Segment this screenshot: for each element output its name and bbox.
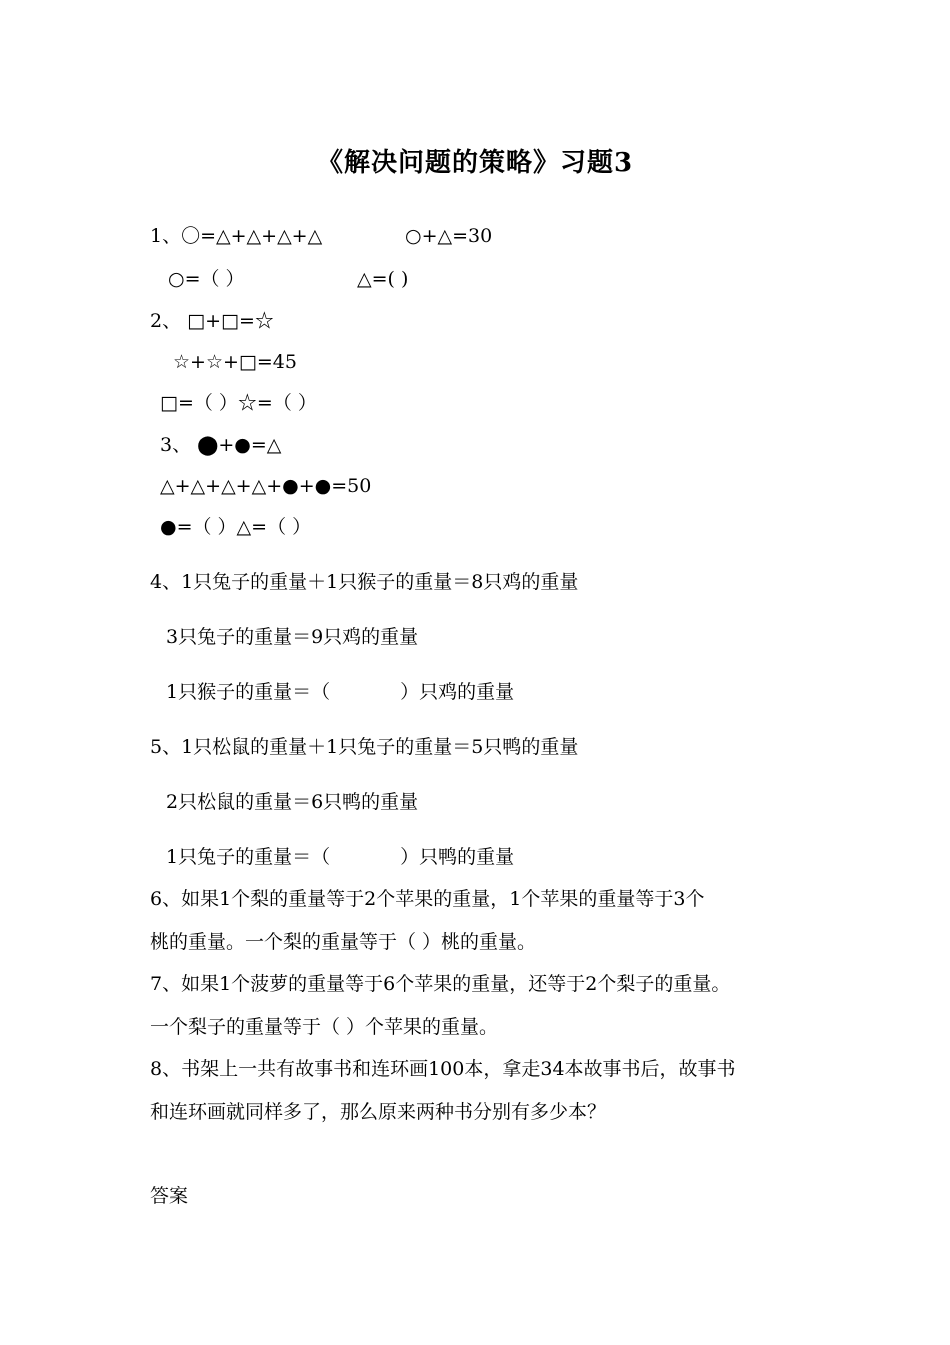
q3-equation-2: △+△+△+△+●+●=50: [160, 475, 372, 497]
q5-line-2: 2只松鼠的重量＝6只鸭的重量: [166, 791, 419, 813]
answer-heading: 答案: [150, 1185, 189, 1207]
q7-line-1: 7、如果1个菠萝的重量等于6个苹果的重量，还等于2个梨子的重量。: [150, 973, 731, 995]
q6-line-1: 6、如果1个梨的重量等于2个苹果的重量，1个苹果的重量等于3个: [150, 888, 705, 910]
q8-line-1: 8、书架上一共有故事书和连环画100本，拿走34本故事书后，故事书: [150, 1058, 736, 1080]
q4-line-1: 4、1只兔子的重量＋1只猴子的重量＝8只鸡的重量: [150, 571, 579, 593]
q1-answer-circle: ○=（ ）: [168, 268, 245, 290]
q4-line-3: [166, 680, 514, 704]
q5-line-3: [166, 845, 514, 869]
q4-line-2: 3只兔子的重量＝9只鸡的重量: [166, 626, 419, 648]
q4-line-3-prefix: 1只猴子的重量＝（: [166, 681, 331, 703]
q2-equation-2: ☆+☆+□=45: [173, 351, 297, 373]
q6-line-2: 桃的重量。一个梨的重量等于（ ）桃的重量。: [150, 931, 537, 953]
q5-line-3-prefix: 1只兔子的重量＝（: [166, 846, 331, 868]
q4-line-3-suffix: ）只鸡的重量: [400, 681, 515, 703]
q3-equation-1: 3、 ⬤+●=△: [160, 434, 282, 456]
q1-answer-triangle: △=( ): [357, 268, 409, 290]
q5-line-1: 5、1只松鼠的重量＋1只兔子的重量＝5只鸭的重量: [150, 736, 579, 758]
q3-answer: ●=（ ）△=（ ）: [160, 516, 312, 538]
q7-line-2: 一个梨子的重量等于（ ）个苹果的重量。: [150, 1016, 499, 1038]
q1-equation-1: 1、〇=△+△+△+△: [150, 225, 323, 247]
q2-answer: □=（ ）☆=（ ）: [160, 392, 317, 414]
q1-equation-2: ○+△=30: [405, 225, 493, 247]
q8-line-2: 和连环画就同样多了，那么原来两种书分别有多少本？: [150, 1101, 607, 1123]
page-title: 《解决问题的策略》习题3: [316, 148, 634, 178]
q2-equation-1: 2、 □+□=☆: [150, 310, 274, 332]
q5-line-3-suffix: ）只鸭的重量: [400, 846, 515, 868]
